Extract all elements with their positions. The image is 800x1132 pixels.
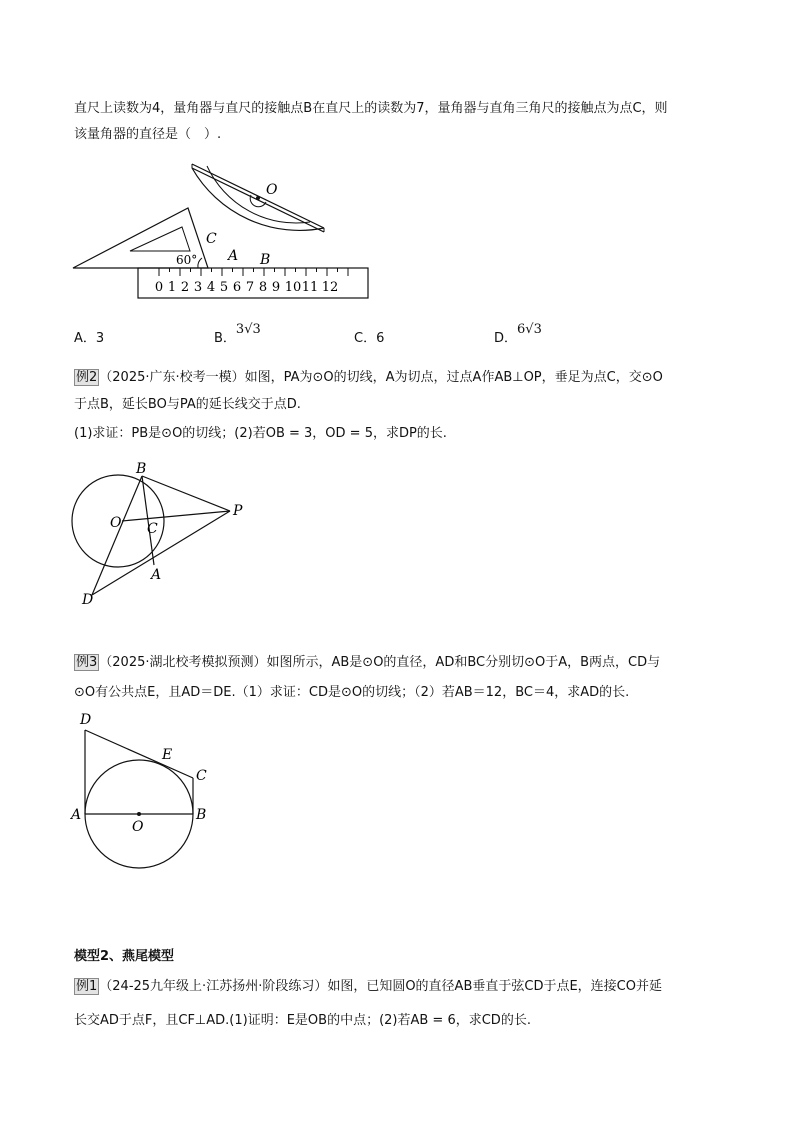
option-c[interactable]: [354, 330, 384, 348]
example-4-source: （24-25九年级上·江苏扬州·阶段练习）如图，已知圆O的直径AB垂直于弦CD于点E，连接CO并延: [99, 979, 662, 994]
ruler-number: 6: [232, 280, 242, 295]
label-a: A: [71, 807, 82, 823]
example-2-source: （2025·广东·校考一模）如图，PA为⊙O的切线，A为切点，过点A作AB⊥OP，垂足为点C，交⊙O: [99, 370, 663, 385]
ruler-number: 11: [301, 280, 319, 295]
ruler-number: 0: [154, 280, 164, 295]
example-4-line-2: 长交AD于点F，且CF⊥AD.(1)证明：E是OB的中点；(2)若AB = 6，求CD的长.: [74, 1013, 531, 1028]
option-a[interactable]: [74, 330, 104, 348]
ruler-numbers: [155, 280, 338, 295]
ruler-number: 1: [167, 280, 177, 295]
option-d[interactable]: [494, 322, 542, 348]
ruler-number: 12: [321, 280, 339, 295]
label-d: D: [80, 712, 92, 728]
label-b: B: [260, 252, 271, 268]
example-tag: 例2: [76, 370, 98, 385]
option-b[interactable]: [214, 322, 261, 348]
ruler-number: 9: [271, 280, 281, 295]
option-d-value: 6√3: [517, 322, 542, 337]
label-o: O: [266, 182, 278, 198]
example-3-source: （2025·湖北校考模拟预测）如图所示，AB是⊙O的直径，AD和BC分别切⊙O于A，B两点，CD与: [99, 655, 661, 670]
option-c-prefix: C．: [354, 331, 377, 346]
option-b-prefix: B．: [214, 331, 236, 346]
example-tag: 例3: [76, 655, 98, 670]
problem-text-line-1: 直尺上读数为4，量角器与直尺的接触点B在直尺上的读数为7，量角器与直角三角尺的接触点为点C，则: [74, 101, 668, 116]
label-c: C: [196, 768, 207, 784]
option-d-prefix: D．: [494, 331, 518, 346]
ruler-number: 3: [193, 280, 203, 295]
example-2-line-1: [74, 369, 663, 387]
ruler-number: 8: [258, 280, 268, 295]
problem-text-line-2: 该量角器的直径是（ ）.: [74, 127, 222, 142]
option-a-value: 3: [95, 331, 105, 346]
label-p: P: [233, 503, 243, 519]
tangent-circle-figure: [70, 455, 260, 610]
ruler-ticks: [159, 268, 348, 276]
circle-tangent-lines-figure: [70, 710, 220, 875]
label-e: E: [162, 747, 173, 763]
ruler-number: 7: [245, 280, 255, 295]
label-d: D: [82, 592, 94, 608]
ruler-number: 5: [219, 280, 229, 295]
label-a: A: [228, 248, 239, 264]
label-b: B: [196, 807, 207, 823]
example-4-line-1: [74, 978, 662, 996]
option-b-value: 3√3: [235, 322, 261, 337]
example-2-line-2: 于点B，延长BO与PA的延长线交于点D.: [74, 397, 301, 412]
angle-label: 60°: [176, 253, 198, 267]
example-tag: 例1: [76, 979, 98, 994]
option-a-prefix: A．: [74, 331, 96, 346]
example-3-line-2: ⊙O有公共点E，且AD＝DE.（1）求证：CD是⊙O的切线；（2）若AB＝12，BC＝4，求AD的长.: [74, 685, 630, 700]
protractor-ruler-figure: [70, 150, 380, 305]
example-2-line-3: (1)求证：PB是⊙O的切线；(2)若OB = 3，OD = 5，求DP的长.: [74, 426, 447, 441]
label-o: O: [110, 515, 122, 531]
section-heading: 模型2、燕尾模型: [74, 949, 175, 964]
ruler-number: 10: [284, 280, 302, 295]
label-a: A: [151, 567, 162, 583]
example-3-line-1: [74, 654, 660, 672]
option-c-value: 6: [376, 331, 385, 346]
label-c: C: [147, 521, 158, 537]
label-b: B: [136, 461, 147, 477]
label-o: O: [132, 819, 144, 835]
label-c: C: [206, 231, 217, 247]
ruler-number: 2: [180, 280, 190, 295]
ruler-number: 4: [206, 280, 216, 295]
